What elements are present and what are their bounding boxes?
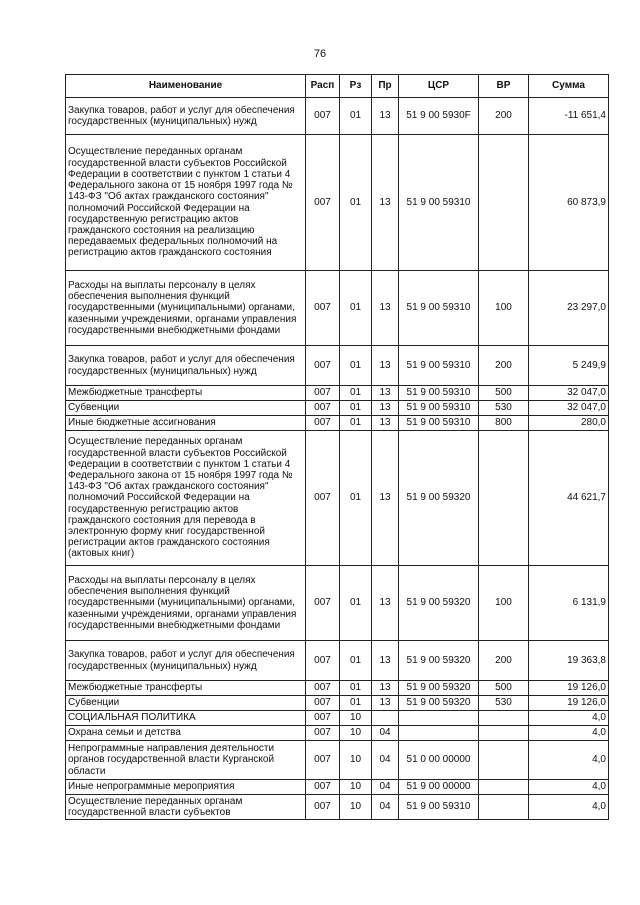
row-vr: 500 [479, 681, 529, 696]
row-sum: 4,0 [529, 780, 609, 795]
row-name: Иные бюджетные ассигнования [66, 416, 306, 431]
row-sum: 4,0 [529, 795, 609, 820]
row-rasp: 007 [306, 346, 340, 386]
row-vr: 530 [479, 696, 529, 711]
table-row [66, 386, 609, 401]
row-vr [479, 726, 529, 741]
row-vr: 200 [479, 346, 529, 386]
row-csr: 51 9 00 59310 [399, 401, 479, 416]
header-pr: Пр [372, 75, 399, 98]
row-rz: 01 [340, 566, 372, 641]
table-row [66, 431, 609, 566]
row-rz: 01 [340, 401, 372, 416]
row-rasp: 007 [306, 681, 340, 696]
row-sum: 19 126,0 [529, 696, 609, 711]
row-name: Закупка товаров, работ и услуг для обеспечения государственных (муниципальных) нужд [66, 346, 306, 386]
row-csr: 51 9 00 59310 [399, 271, 479, 346]
row-sum: 19 126,0 [529, 681, 609, 696]
row-pr: 13 [372, 641, 399, 681]
row-rasp: 007 [306, 711, 340, 726]
row-rasp: 007 [306, 641, 340, 681]
header-csr: ЦСР [399, 75, 479, 98]
row-vr [479, 431, 529, 566]
row-rasp: 007 [306, 98, 340, 135]
row-rz: 10 [340, 780, 372, 795]
row-vr: 530 [479, 401, 529, 416]
row-rasp: 007 [306, 431, 340, 566]
row-rasp: 007 [306, 566, 340, 641]
row-csr: 51 9 00 59320 [399, 696, 479, 711]
row-csr: 51 9 00 59310 [399, 795, 479, 820]
row-rasp: 007 [306, 795, 340, 820]
table-row [66, 416, 609, 431]
table-row [66, 346, 609, 386]
row-name: Субвенции [66, 401, 306, 416]
table-row [66, 271, 609, 346]
row-name: Осуществление переданных органам государственной власти субъектов [66, 795, 306, 820]
row-pr: 04 [372, 780, 399, 795]
row-rasp: 007 [306, 135, 340, 271]
table-row [66, 696, 609, 711]
row-name: СОЦИАЛЬНАЯ ПОЛИТИКА [66, 711, 306, 726]
row-rz: 10 [340, 741, 372, 780]
row-name: Межбюджетные трансферты [66, 681, 306, 696]
row-rz: 01 [340, 346, 372, 386]
table-header-row [66, 75, 609, 98]
row-vr: 100 [479, 271, 529, 346]
row-pr: 04 [372, 795, 399, 820]
row-vr: 200 [479, 641, 529, 681]
row-vr [479, 711, 529, 726]
row-csr: 51 9 00 59320 [399, 566, 479, 641]
row-sum: 4,0 [529, 726, 609, 741]
row-name: Осуществление переданных органам государственной власти субъектов Российской Федерации в соответствии с пунктом 1 статьи 4 Федерального закона от 15 ноября 1997 года № 143-ФЗ "Об актах гражданского состояния" полномочий Российской Федерации на государственную регистрацию актов гражданского состояния для перевода в электронную форму книг государственной регистрации актов гражданского состояния (актовых книг) [66, 431, 306, 566]
table-row [66, 135, 609, 271]
row-name: Расходы на выплаты персоналу в целях обеспечения выполнения функций государственными (муниципальными) органами, казенными учреждениями, органами управления государственными внебюджетными фондами [66, 271, 306, 346]
row-rz: 01 [340, 681, 372, 696]
row-vr: 100 [479, 566, 529, 641]
row-rz: 10 [340, 711, 372, 726]
row-name: Охрана семьи и детства [66, 726, 306, 741]
row-rz: 01 [340, 416, 372, 431]
row-csr: 51 9 00 59320 [399, 641, 479, 681]
row-pr: 13 [372, 271, 399, 346]
row-pr: 13 [372, 401, 399, 416]
row-csr: 51 9 00 59310 [399, 346, 479, 386]
header-vr: ВР [479, 75, 529, 98]
row-name: Иные непрограммные мероприятия [66, 780, 306, 795]
row-vr [479, 741, 529, 780]
row-pr: 13 [372, 566, 399, 641]
row-csr: 51 9 00 59310 [399, 416, 479, 431]
row-rasp: 007 [306, 271, 340, 346]
row-rasp: 007 [306, 416, 340, 431]
row-vr [479, 795, 529, 820]
table-row [66, 98, 609, 135]
row-pr: 13 [372, 346, 399, 386]
row-rz: 01 [340, 135, 372, 271]
header-rasp: Расп [306, 75, 340, 98]
row-rz: 10 [340, 795, 372, 820]
row-rz: 01 [340, 271, 372, 346]
row-pr: 13 [372, 416, 399, 431]
row-pr: 13 [372, 431, 399, 566]
row-sum: 4,0 [529, 741, 609, 780]
row-sum: -11 651,4 [529, 98, 609, 135]
table-row [66, 401, 609, 416]
row-rz: 01 [340, 641, 372, 681]
row-sum: 44 621,7 [529, 431, 609, 566]
row-pr: 04 [372, 726, 399, 741]
row-sum: 4,0 [529, 711, 609, 726]
row-name: Расходы на выплаты персоналу в целях обеспечения выполнения функций государственными (муниципальными) органами, казенными учреждениями, органами управления государственными внебюджетными фондами [66, 566, 306, 641]
row-csr: 51 0 00 00000 [399, 741, 479, 780]
row-csr: 51 9 00 59310 [399, 135, 479, 271]
table-row [66, 795, 609, 820]
row-rz: 01 [340, 98, 372, 135]
row-pr: 13 [372, 135, 399, 271]
row-name: Закупка товаров, работ и услуг для обеспечения государственных (муниципальных) нужд [66, 98, 306, 135]
table-row [66, 641, 609, 681]
row-pr: 04 [372, 741, 399, 780]
row-vr: 200 [479, 98, 529, 135]
page-number: 76 [313, 48, 327, 60]
table-row [66, 741, 609, 780]
header-sum: Сумма [529, 75, 609, 98]
row-pr: 13 [372, 386, 399, 401]
row-rasp: 007 [306, 386, 340, 401]
row-csr: 51 9 00 59310 [399, 386, 479, 401]
row-name: Непрограммные направления деятельности органов государственной власти Курганской области [66, 741, 306, 780]
row-csr [399, 711, 479, 726]
row-csr: 51 9 00 59320 [399, 431, 479, 566]
row-sum: 32 047,0 [529, 386, 609, 401]
row-vr [479, 780, 529, 795]
row-rasp: 007 [306, 726, 340, 741]
row-rz: 01 [340, 386, 372, 401]
row-csr [399, 726, 479, 741]
row-rasp: 007 [306, 780, 340, 795]
row-rasp: 007 [306, 696, 340, 711]
header-rz: Рз [340, 75, 372, 98]
row-sum: 19 363,8 [529, 641, 609, 681]
table-row [66, 726, 609, 741]
table-row [66, 566, 609, 641]
row-rz: 01 [340, 431, 372, 566]
row-sum: 6 131,9 [529, 566, 609, 641]
row-vr [479, 135, 529, 271]
row-pr: 13 [372, 98, 399, 135]
row-sum: 5 249,9 [529, 346, 609, 386]
row-vr: 500 [479, 386, 529, 401]
row-rasp: 007 [306, 741, 340, 780]
budget-table [65, 74, 609, 820]
row-sum: 60 873,9 [529, 135, 609, 271]
table-row [66, 681, 609, 696]
row-pr [372, 711, 399, 726]
table-row [66, 780, 609, 795]
row-sum: 32 047,0 [529, 401, 609, 416]
row-rasp: 007 [306, 401, 340, 416]
row-name: Субвенции [66, 696, 306, 711]
row-sum: 23 297,0 [529, 271, 609, 346]
row-vr: 800 [479, 416, 529, 431]
row-csr: 51 9 00 5930F [399, 98, 479, 135]
row-pr: 13 [372, 696, 399, 711]
row-name: Осуществление переданных органам государственной власти субъектов Российской Федерации в соответствии с пунктом 1 статьи 4 Федерального закона от 15 ноября 1997 года № 143-ФЗ "Об актах гражданского состояния" полномочий Российской Федерации на государственную регистрацию актов гражданского состояния на реализацию передаваемых федеральных полномочий на регистрацию актов гражданского состояния [66, 135, 306, 271]
row-rz: 01 [340, 696, 372, 711]
header-name: Наименование [66, 75, 306, 98]
row-pr: 13 [372, 681, 399, 696]
row-rz: 10 [340, 726, 372, 741]
row-sum: 280,0 [529, 416, 609, 431]
row-name: Закупка товаров, работ и услуг для обеспечения государственных (муниципальных) нужд [66, 641, 306, 681]
table-row [66, 711, 609, 726]
row-name: Межбюджетные трансферты [66, 386, 306, 401]
row-csr: 51 9 00 00000 [399, 780, 479, 795]
row-csr: 51 9 00 59320 [399, 681, 479, 696]
